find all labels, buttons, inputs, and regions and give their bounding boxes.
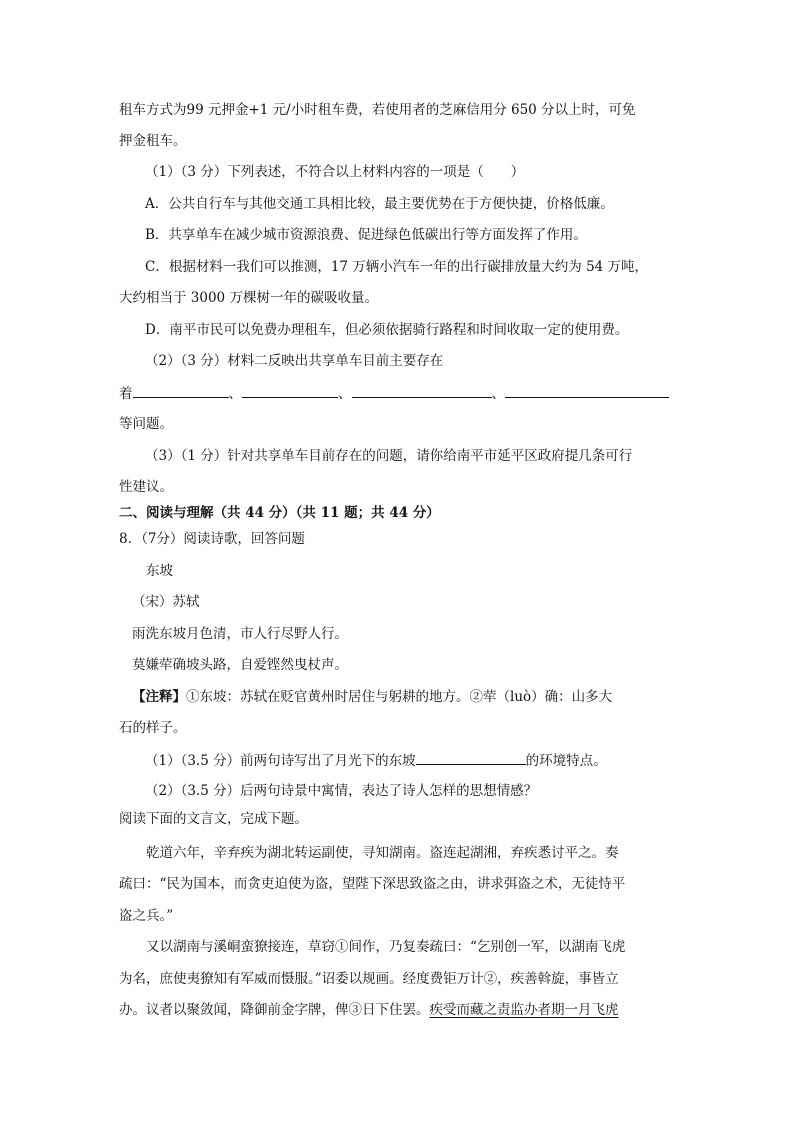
question-2: （2）（3 分）材料二反映出共享单车目前主要存在 (145, 353, 444, 369)
passage-line: 盗之兵。” (119, 908, 174, 924)
option-a: A．公共自行车与其他交通工具相比较，最主要优势在于方便快捷，价格低廉。 (145, 196, 614, 212)
poem-title: 东坡 (146, 563, 173, 579)
passage-line: 乾道六年，辛弃疾为湖北转运副使，寻知湖南。盗连起湖湘，弃疾悉讨平之。奏 (146, 845, 619, 861)
annotation: 【注释】①东坡：苏轼在贬官黄州时居住与躬耕的地方。②荦（luò）确：山多大 (132, 689, 613, 705)
poem-line: 莫嫌荦确坡头路，自爱铿然曳杖声。 (132, 657, 348, 673)
question-3-continued: 性建议。 (119, 479, 173, 495)
question-3: （3）（1 分）针对共享单车目前存在的问题，请你给南平市延平区政府提几条可行 (145, 448, 633, 464)
option-d: D．南平市民可以免费办理租车，但必须依据骑行路程和时间收取一定的使用费。 (145, 322, 629, 338)
reading-instruction: 阅读下面的文言文，完成下题。 (119, 811, 308, 827)
answer-blank[interactable] (352, 383, 492, 398)
answer-blank[interactable] (416, 750, 526, 765)
question-2-blanks: 着 、 、 、 (119, 383, 669, 404)
poem-line: 雨洗东坡月色清，市人行尽野人行。 (132, 626, 348, 642)
question-8-1: （1）（3.5 分）前两句诗写出了月光下的东坡 的环境特点。 (145, 750, 607, 771)
poem-author: （宋）苏轼 (132, 594, 200, 610)
question-8-2: （2）（3.5 分）后两句诗景中寓情，表达了诗人怎样的思想情感？ (145, 783, 538, 799)
section-heading: 二、阅读与理解（共 44 分）（共 11 题；共 44 分） (119, 505, 440, 521)
answer-blank[interactable] (505, 383, 669, 398)
annotation-continued: 石的样子。 (119, 720, 187, 736)
text-line: 等问题。 (119, 416, 173, 432)
option-c-continued: 大约相当于 3000 万棵树一年的碳吸收量。 (119, 290, 378, 306)
passage-line: 疏曰：“民为国本，而贪吏迫使为盗，望陛下深思致盗之由，讲求弭盗之术，无徒恃平 (119, 876, 626, 892)
option-b: B．共享单车在减少城市资源浪费、促进绿色低碳出行等方面发挥了作用。 (145, 227, 587, 243)
question-8: 8．（7分）阅读诗歌，回答问题 (119, 531, 305, 547)
passage-line: 为名，庶使夷獠知有军威而慑服。”诏委以规画。经度费钜万计②，疾善斡旋，事皆立 (119, 971, 619, 987)
passage-line: 办。议者以聚敛闻，降御前金字牌，俾③日下住罢。疾受而藏之责监办者期一月飞虎 (119, 1002, 619, 1018)
passage-line: 又以湖南与溪峒蛮獠接连，草窃①间作，乃复奏疏曰：“乞别创一军，以湖南飞虎 (146, 939, 626, 955)
answer-blank[interactable] (242, 383, 338, 398)
text-line: 租车方式为99 元押金+1 元/小时租车费，若使用者的芝麻信用分 650 分以上时，可免 (119, 102, 636, 118)
answer-blank[interactable] (133, 383, 229, 398)
underlined-sentence: 疾受而藏之责监办者期一月飞虎 (429, 1002, 619, 1018)
question-1: （1）（3 分）下列表述，不符合以上材料内容的一项是（ ） (145, 164, 525, 180)
text-line: 押金租车。 (119, 133, 187, 149)
option-c: C．根据材料一我们可以推测，17 万辆小汽车一年的出行碳排放量大约为 54 万吨， (145, 259, 649, 275)
